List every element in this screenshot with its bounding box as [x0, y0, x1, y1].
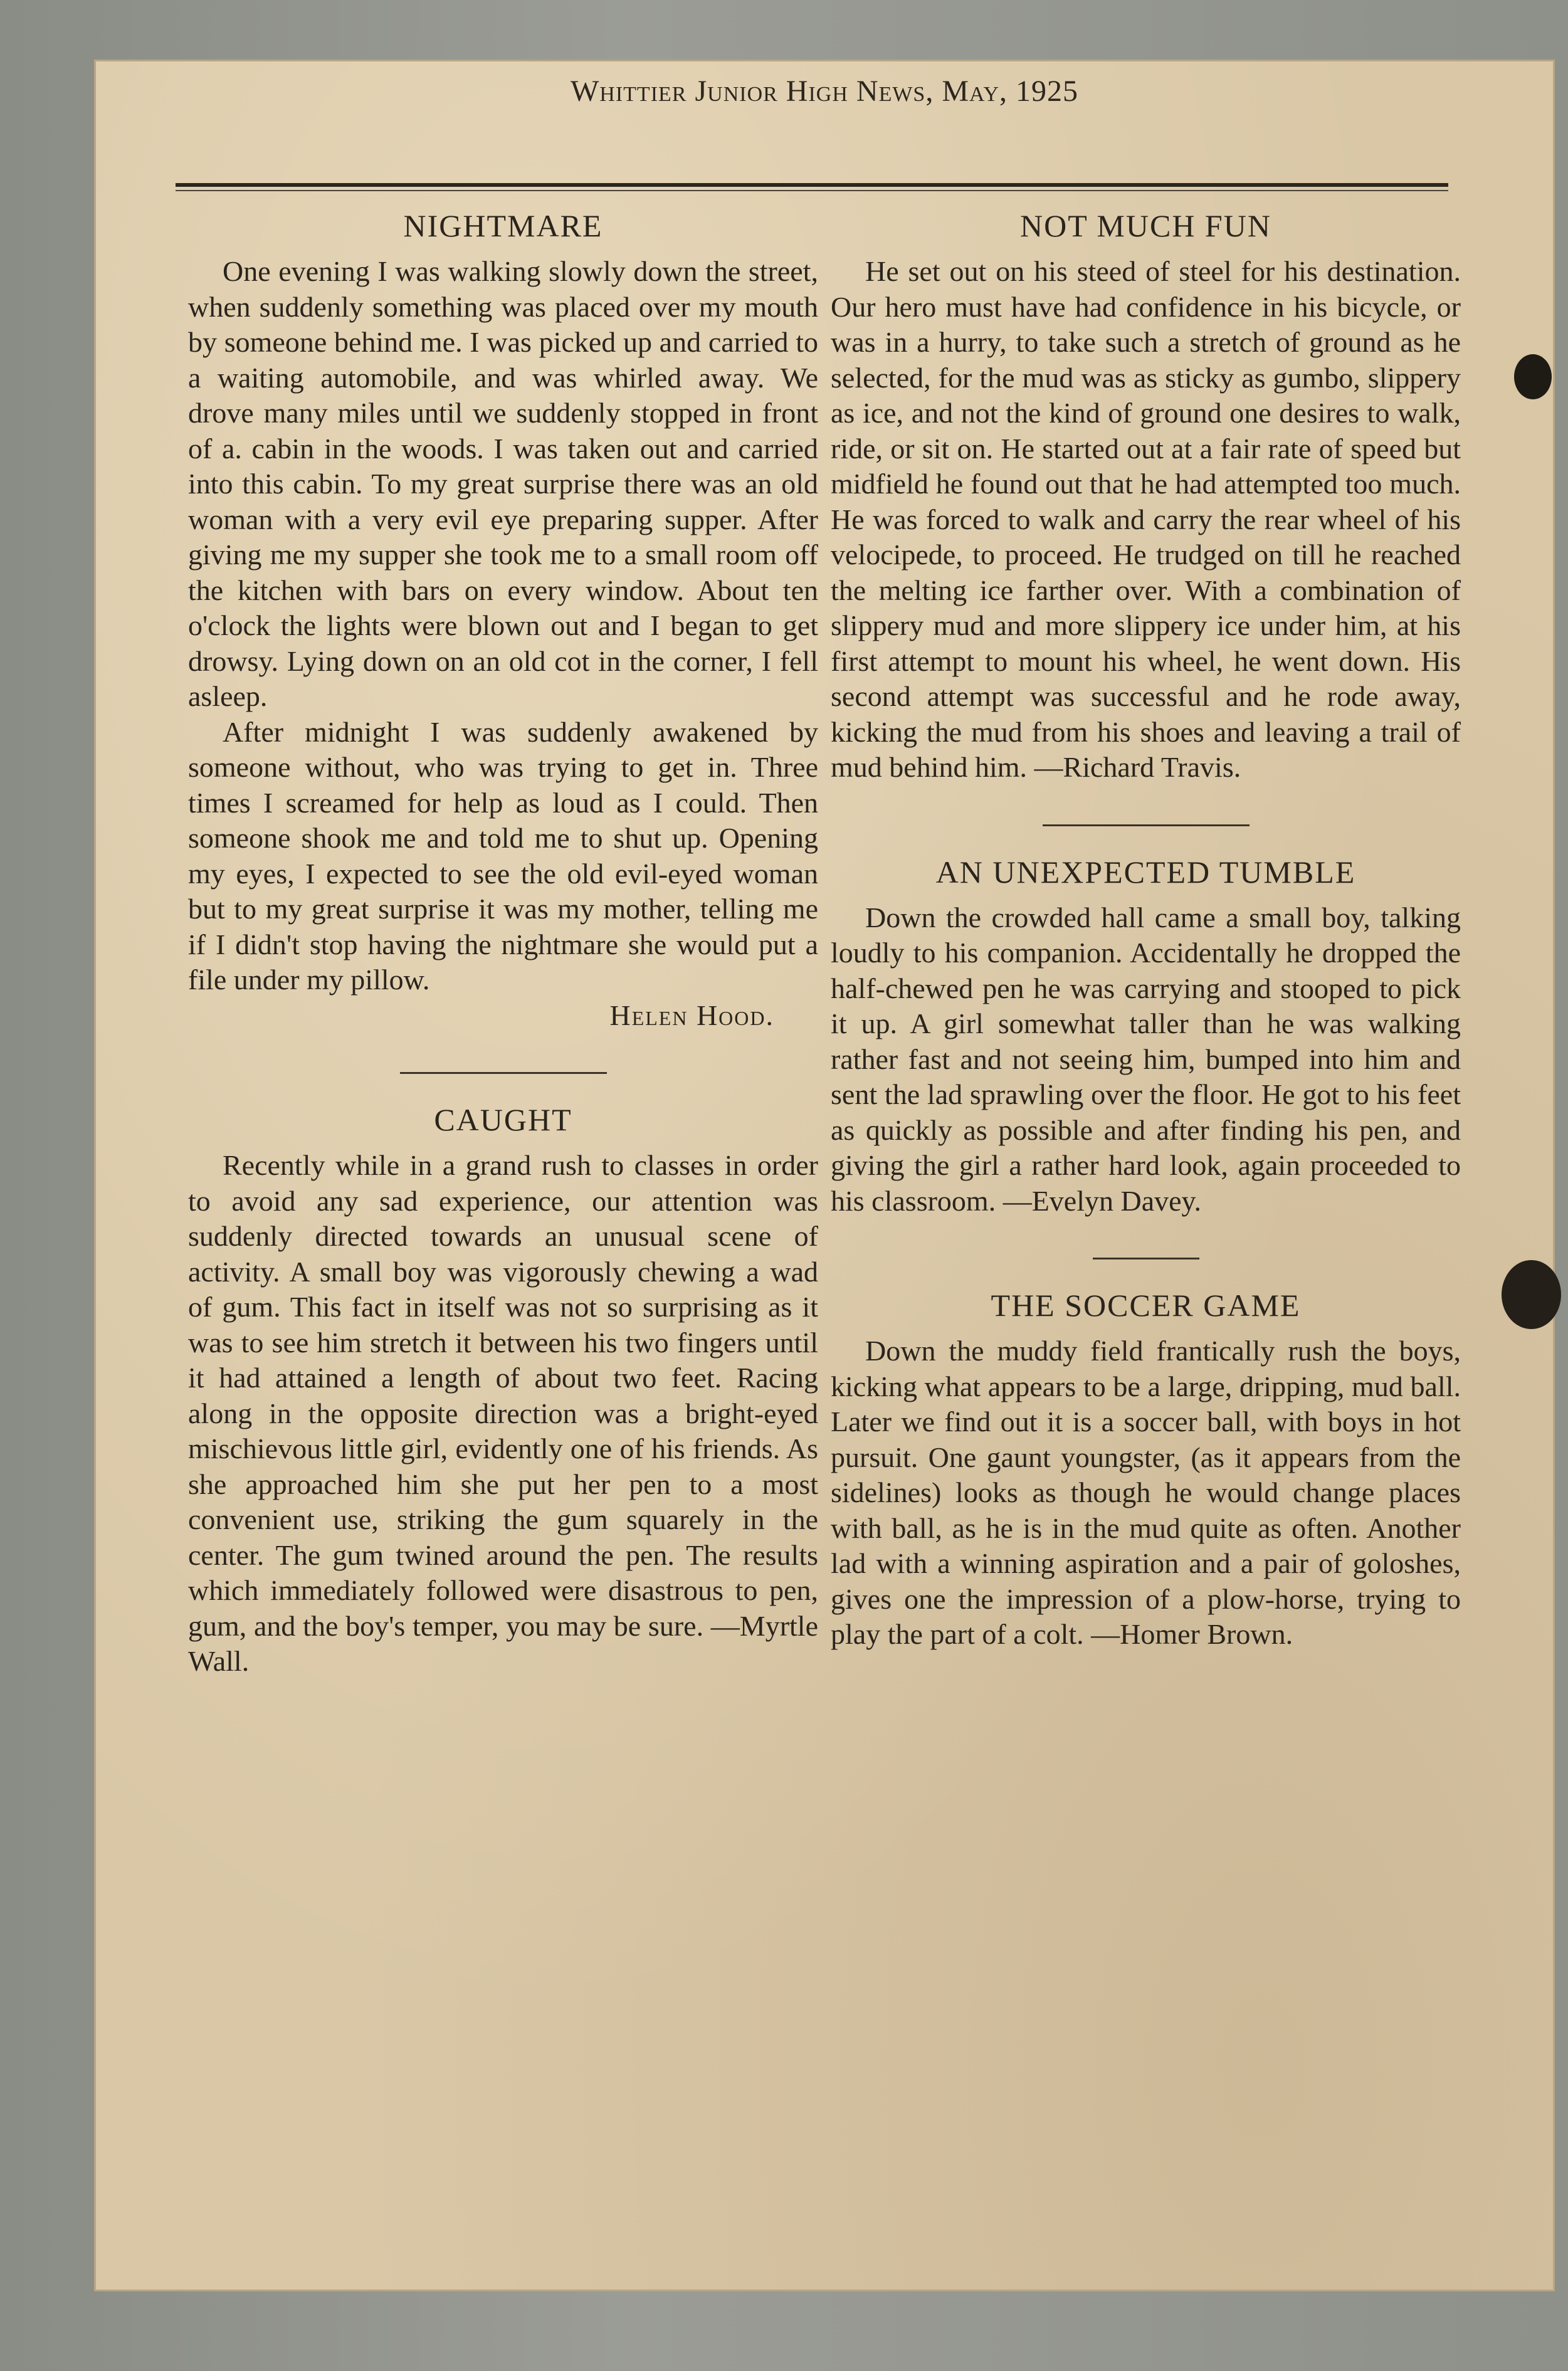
article-title: NIGHTMARE — [403, 208, 603, 243]
masthead: Whittier Junior High News, May, 1925 — [570, 75, 1079, 108]
article-title: THE SOCCER GAME — [991, 1288, 1301, 1323]
article-nightmare — [188, 204, 818, 1033]
article-paragraph: Down the crowded hall came a small boy, talking loudly to his companion. Accidentally he dropped the half-chewed pen he was carrying and stooped to pick it up. A girl somewhat taller than he was walking rather fast and not seeing him, bumped into him and sent the lad sprawling over the floor. He got to his feet as quickly as possible and after finding his pen, and giving the girl a rather hard look, again proceeded to his classroom. —Evelyn Davey. — [831, 901, 1461, 1217]
article-separator — [400, 1072, 607, 1074]
article-paragraph: After midnight I was suddenly awakened by someone without, who was trying to get in. Three times I screamed for help as loud as I could. Then someone shook me and told me to shut up. Opening my eyes, I expected to see the old evil-eyed woman but to my great surprise it was my mother, telling me if I didn't stop having the nightmare she would put a file under my pillow. — [188, 715, 818, 996]
page-header — [176, 74, 1473, 108]
article-paragraph: Down the muddy field frantically rush the boys, kicking what appears to be a large, dripping, mud ball. Later we find out it is a soccer ball, with boys in hot pursuit. One gaunt youngster, (as it appears from the sidelines) looks as though he would change places with ball, as he is in the mud quite as often. Another lad with a winning aspiration and a pair of goloshes, gives one the impression of a plow-horse, trying to play the part of a colt. —Homer Brown. — [831, 1335, 1461, 1650]
article-title: CAUGHT — [434, 1102, 572, 1137]
header-rule-thin — [176, 190, 1448, 191]
article-title: AN UNEXPECTED TUMBLE — [935, 854, 1356, 890]
article-caught — [188, 1098, 818, 1680]
article-separator — [1043, 824, 1250, 826]
ink-blot — [1502, 1260, 1561, 1329]
article-soccer-game — [831, 1283, 1461, 1653]
article-unexpected-tumble — [831, 850, 1461, 1219]
article-paragraph: One evening I was walking slowly down the street, when suddenly something was placed over my mouth by someone behind me. I was picked up and carried to a waiting automobile, and was whirled away. We drove many miles until we suddenly stopped in front of a. cabin in the woods. I was taken out and carried into this cabin. To my great surprise there was an old woman with a very evil eye preparing supper. After giving me my supper she took me to a small room off the kitchen with bars on every window. About ten o'clock the lights were blown out and I began to get drowsy. Lying down on an old cot in the corner, I fell asleep. — [188, 255, 818, 712]
article-paragraph: Recently while in a grand rush to classes in order to avoid any sad experience, our attention was suddenly directed towards an unusual scene of activity. A small boy was vigorously chewing a wad of gum. This fact in itself was not so surprising as it was to see him stretch it between his two fingers until it had attained a length of about two feet. Racing along in the opposite direction was a bright-eyed mischievous little girl, evidently one of his friends. As she approached him she put her pen to a most convenient use, striking the gum squarely in the center. The gum twined around the pen. The results which immediately followed were disastrous to pen, gum, and the boy's temper, you may be sure. —Myrtle Wall. — [188, 1149, 818, 1677]
article-separator — [1093, 1258, 1199, 1259]
header-rule — [176, 183, 1448, 187]
ink-blot — [1514, 354, 1552, 399]
article-author: Helen Hood. — [609, 999, 774, 1031]
right-column — [831, 204, 1461, 1653]
article-not-much-fun — [831, 204, 1461, 786]
article-paragraph: He set out on his steed of steel for his destination. Our hero must have had confidence in his bicycle, or was in a hurry, to take such a stretch of ground as he selected, for the mud was as sticky as gumbo, slippery as ice, and not the kind of ground one desires to walk, ride, or sit on. He started out at a fair rate of speed but midfield he found out that he had attempted too much. He was forced to walk and carry the rear wheel of his velocipede, to proceed. He trudged on till he reached the melting ice farther over. With a combination of slippery mud and more slippery ice under him, at his first attempt to mount his wheel, he went down. His second attempt was successful and he rode away, kicking the mud from his shoes and leaving a trail of mud behind him. —Richard Travis. — [831, 255, 1461, 783]
left-column — [188, 204, 818, 1680]
article-title: NOT MUCH FUN — [1020, 208, 1271, 243]
